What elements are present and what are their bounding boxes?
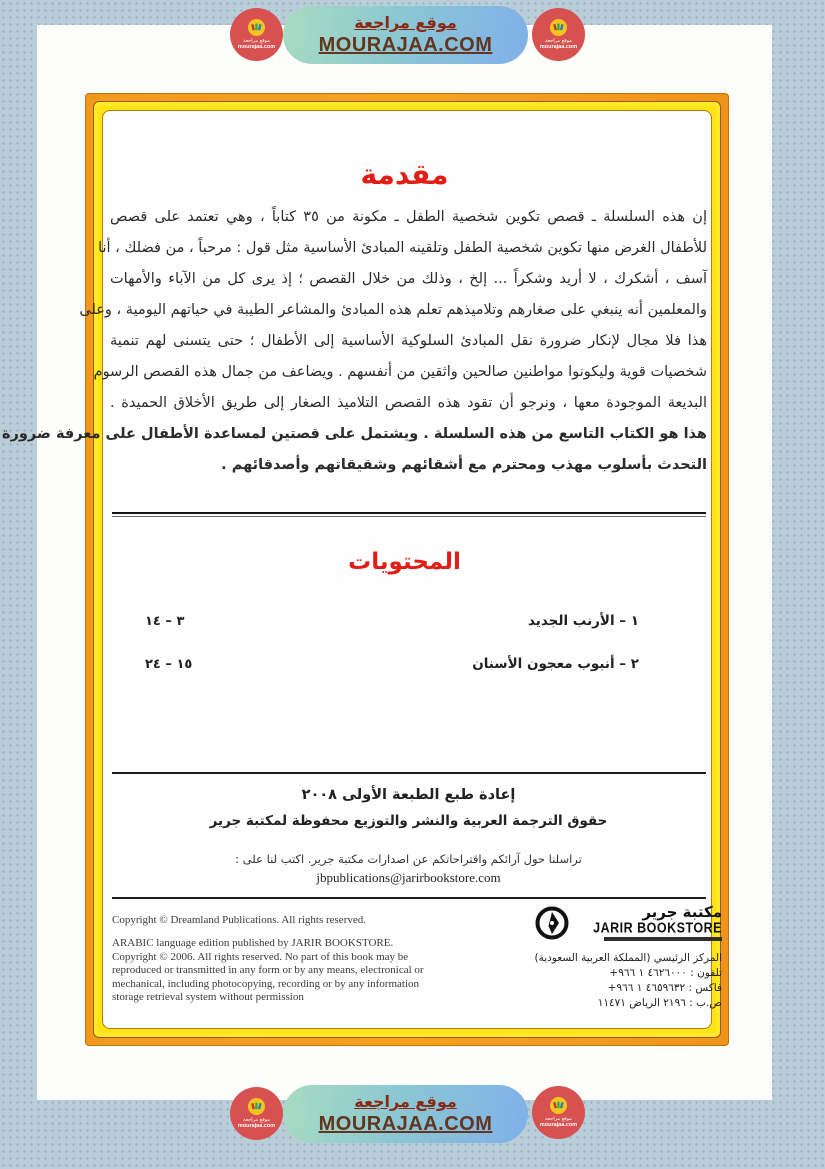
section-divider	[112, 772, 706, 774]
badge-site-name: موقع مراجعة	[545, 1115, 572, 1122]
copyright-line: Copyright © 2006. All rights reserved. No part of this book may be	[112, 950, 409, 963]
publisher-email: jbpublications@jarirbookstore.com	[316, 870, 501, 885]
badge-site-name: موقع مراجعة	[545, 37, 572, 44]
top-right-site-badge	[532, 8, 585, 61]
paragraph-line: البديعة الموجودة معها ، ونرجو أن تقود هذه القصص التلاميذ الصغار إلى طريق الأخلاق الحميدة .	[110, 395, 707, 411]
paragraph-line: والمعلمين أنه ينبغي على صغارهم وتلاميذهم تعلم هذه المبادئ والمشاعر الطيبة في حياتهم اليومية ، وعلى	[79, 302, 707, 318]
contents-heading: المحتويات	[348, 549, 461, 575]
books-icon	[550, 19, 567, 36]
publisher-names	[574, 903, 722, 941]
jarir-pen-circle-icon	[534, 903, 574, 945]
paragraph-line: هذا فلا مجال لإنكار ضرورة نقل المبادئ السلوكية الأساسية إلى الأطفال ؛ حتى يتسنى لهم تنمية	[110, 333, 707, 349]
copyright-notice-block	[112, 937, 457, 1005]
publisher-name-arabic: مكتبة جرير	[642, 903, 722, 921]
phone-line: تلفون : ٤٦٢٦٠٠٠ ١ ٩٦٦+	[609, 967, 722, 979]
scanned-book-page	[1, 25, 772, 1100]
badge-site-domain: mourajaa.com	[237, 43, 276, 50]
top-banner-site-name: موقع مراجعة	[354, 13, 457, 32]
paragraph-line-bold: هذا هو الكتاب التاسع من هذه السلسلة . ويشتمل على قصتين لمساعدة الأطفال على معرفة ضرورة	[1, 426, 707, 442]
paragraph-line-bold: التحدث بأسلوب مهذب ومحترم مع أشقائهم وشقيقاتهم وأصدقائهم .	[221, 457, 707, 473]
pobox-line: ص.ب : ٢١٩٦ الرياض ١١٤٧١	[597, 997, 722, 1009]
copyright-dreamland-line: Copyright © Dreamland Publications. All rights reserved.	[112, 914, 366, 926]
paragraph-line: آسف ، أشكرك ، لا أريد وشكراً ... إلخ ، وذلك من خلال القصص ؛ إذ يرى كل من الآباء والأمهات	[110, 271, 707, 287]
publisher-block	[534, 903, 722, 1011]
reprint-edition-line: إعادة طبع الطبعة الأولى ٢٠٠٨	[301, 787, 516, 803]
toc-item-pages: ١٥ – ٢٤	[145, 656, 193, 672]
publisher-logo-row	[534, 903, 722, 945]
toc-row	[110, 656, 707, 672]
address-line: المركز الرئيسي (المملكة العربية السعودية)	[534, 952, 722, 964]
bottom-banner-domain: MOURAJAA.COM	[318, 1113, 493, 1135]
publisher-name-english: JARIR BOOKSTORE	[593, 919, 722, 937]
books-icon	[248, 19, 265, 36]
badge-site-domain: mourajaa.com	[539, 1121, 578, 1128]
bottom-banner-site-name: موقع مراجعة	[354, 1092, 457, 1111]
toc-item-title: ١ – الأرنب الجديد	[527, 613, 639, 629]
bottom-right-site-badge	[532, 1086, 585, 1139]
toc-item-title: ٢ – أنبوب معجون الأسنان	[472, 656, 639, 672]
badge-site-domain: mourajaa.com	[539, 43, 578, 50]
paragraph-line: شخصيات قوية وليكونوا مواطنين صالحين واثقين من أنفسهم . ويضاعف من جمال هذه القصص الرسوم	[93, 364, 707, 380]
top-banner-link[interactable]	[283, 6, 528, 64]
toc-item-pages: ٣ – ١٤	[145, 613, 185, 629]
copyright-line: ARABIC language edition published by JARIR BOOKSTORE.	[112, 937, 394, 949]
toc-row	[110, 613, 707, 629]
rights-reserved-line: حقوق الترجمة العربية والنشر والتوزيع محفوظة لمكتبة جرير	[209, 813, 608, 829]
section-divider	[112, 512, 706, 517]
fax-line: فاكس : ٤٦٥٩٦٣٢ ١ ٩٦٦+	[607, 982, 722, 994]
paragraph-line: إن هذه السلسلة ـ قصص تكوين شخصية الطفل ـ مكونة من ٣٥ كتاباً ، وهي تعتمد على قصص	[110, 209, 707, 225]
copyright-line: reproduced or transmitted in any form or by any means, electronical or	[112, 964, 424, 976]
paragraph-line: للأطفال الغرض منها تكوين شخصية الطفل وتلقينه المبادئ الأساسية مثل قول : مرحباً ، من فضلك ، أنا	[98, 240, 707, 256]
introduction-paragraph	[1, 202, 707, 481]
publisher-address	[534, 951, 722, 1011]
books-icon	[248, 1098, 265, 1115]
badge-site-name: موقع مراجعة	[243, 1116, 270, 1123]
copyright-line: mechanical, including photocopying, recording or by any information	[112, 977, 420, 990]
top-left-site-badge	[230, 8, 283, 61]
top-banner-domain: MOURAJAA.COM	[318, 34, 493, 56]
introduction-heading: مقدمة	[360, 158, 449, 191]
badge-site-name: موقع مراجعة	[243, 37, 270, 44]
feedback-invitation-line: تراسلنا حول آرائكم واقتراحاتكم عن اصدارات مكتبة جرير. اكتب لنا على :	[235, 852, 582, 866]
copyright-line: storage retrieval system without permission	[112, 991, 304, 1003]
badge-site-domain: mourajaa.com	[237, 1122, 276, 1129]
section-divider	[112, 897, 706, 899]
books-icon	[550, 1097, 567, 1114]
bottom-left-site-badge	[230, 1087, 283, 1140]
bottom-banner-link[interactable]	[283, 1085, 528, 1143]
publisher-tagline-bar	[604, 937, 722, 941]
